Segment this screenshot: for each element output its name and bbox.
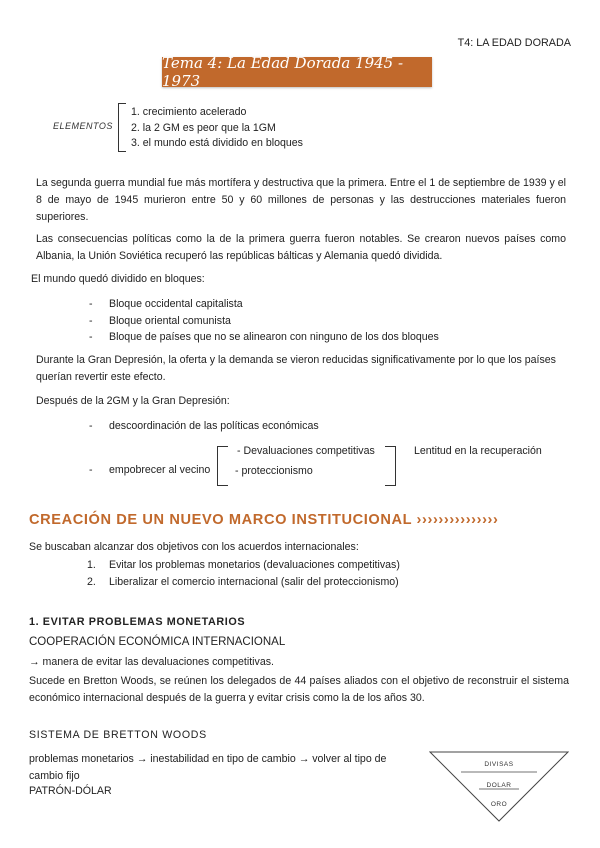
pyramid-label-top: DIVISAS [484, 761, 514, 768]
paragraph-after: Después de la 2GM y la Gran Depresión: [36, 395, 230, 407]
paragraph-bretton: Sucede en Bretton Woods, se reúnen los delegados de 44 países aliados con el objetivo de reconstruir el sistema económico internacional después de la guerra y evitar crisis como la de los años 30. [29, 675, 569, 704]
list-item: - Bloque oriental comunista [89, 314, 231, 327]
list-item: - Bloque occidental capitalista [89, 298, 243, 310]
after-list-item-1: - descoordinación de las políticas económicas [89, 420, 319, 432]
sub-item-devaluaciones: - Devaluaciones competitivas [237, 445, 375, 457]
bretton-line: problemas monetarios → inestabilidad en tipo de cambio → volver al tipo de cambio fijo [29, 753, 387, 782]
subsection-subtitle: COOPERACIÓN ECONÓMICA INTERNACIONAL [29, 636, 286, 648]
page-title: Tema 4: La Edad Dorada 1945 - 1973 [162, 57, 432, 87]
list-item: 2. Liberalizar el comercio internacional (salir del proteccionismo) [87, 575, 399, 588]
bretton-heading: SISTEMA DE BRETTON WOODS [29, 729, 207, 741]
paragraph-blocks-intro: El mundo quedó dividido en bloques: [31, 273, 205, 285]
after-list-item-2: - empobrecer al vecino [89, 464, 211, 476]
list-item: 3. el mundo está dividido en bloques [131, 137, 303, 149]
elementos-label: ELEMENTOS [53, 121, 113, 131]
patron-dolar: PATRÓN-DÓLAR [29, 785, 112, 797]
bracket-right [385, 446, 396, 486]
elementos-bracket [118, 103, 126, 152]
subsection-heading: 1. EVITAR PROBLEMAS MONETARIOS [29, 616, 246, 628]
paragraph-depression: Durante la Gran Depresión, la oferta y la demanda se vieron reducidas significativamente por lo que los países querían revertir este efecto. [36, 354, 556, 383]
page-header-tag: T4: LA EDAD DORADA [457, 37, 571, 49]
elementos-list [131, 105, 303, 152]
side-note: Lentitud en la recuperación [414, 445, 542, 457]
blocks-list [89, 296, 439, 346]
pyramid-label-middle: DOLAR [486, 782, 512, 789]
objectives-list [87, 557, 400, 590]
section-intro: Se buscaban alcanzar dos objetivos con los acuerdos internacionales: [29, 541, 359, 553]
pyramid-diagram [429, 750, 569, 822]
paragraph-consequences: Las consecuencias políticas como la de la primera guerra fueron notables. Se crearon nuevos países como Albania, la Unión Soviética recuperó las repúblicas bálticas y Alemania quedó dividida. [36, 233, 566, 262]
pyramid-label-bottom: ORO [490, 801, 508, 808]
list-item: - Bloque de países que no se alinearon con ninguno de los dos bloques [89, 331, 439, 343]
paragraph-war: La segunda guerra mundial fue más mortífera y destructiva que la primera. Entre el 1 de septiembre de 1939 y el 8 de mayo de 1945 murieron entre 50 y 60 millones de personas y las destrucciones materiales fueron superiores. [36, 177, 566, 223]
arrow-line: → manera de evitar las devaluaciones competitivas. [29, 656, 274, 668]
bracket-left [217, 446, 228, 486]
list-item: 1. Evitar los problemas monetarios (devaluaciones competitivas) [87, 559, 400, 571]
section-heading: CREACIÓN DE UN NUEVO MARCO INSTITUCIONAL ››››››››››››››› [29, 512, 499, 528]
sub-item-proteccionismo: - proteccionismo [235, 465, 313, 477]
list-item: 1. crecimiento acelerado [131, 106, 247, 118]
list-item: 2. la 2 GM es peor que la 1GM [131, 121, 276, 134]
